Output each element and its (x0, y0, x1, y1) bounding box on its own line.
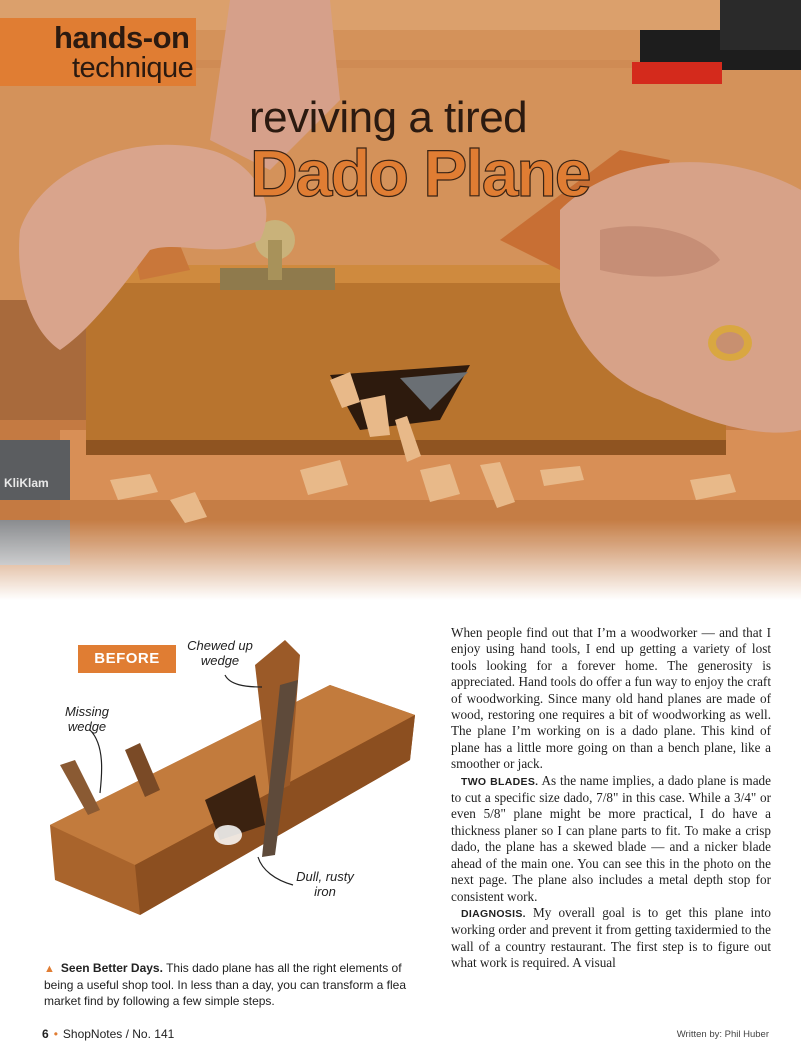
before-plane-illustration (30, 625, 430, 955)
callout-chewed-line1: Chewed up (187, 638, 253, 653)
magazine-issue: ShopNotes / No. 141 (62, 1027, 175, 1041)
article-paragraph-2 (451, 773, 771, 905)
callout-chewed-wedge (175, 638, 265, 668)
subhead-diagnosis: DIAGNOSIS. (461, 907, 526, 920)
section-tag-line2: technique (72, 52, 194, 84)
subhead-two-blades: TWO BLADES. (461, 775, 539, 788)
callout-dull-line1: Dull, rusty (296, 869, 354, 884)
paragraph-2-text: As the name implies, a dado plane is made to cut a specific size dado, 7/8" in this case. While a 3/4" or even 5/8" plane might be more practical, I do have a thickness planer so I can plane parts to fit. To make a crisp dado, the plane has a skewed blade — and a nicker blade ahead of the main one. You can see this in the photo on the next page. The plane also includes a metal depth stop for consistent work. (451, 772, 771, 904)
figure-caption (44, 960, 414, 1009)
before-figure (30, 625, 430, 955)
paragraph-3-text: My overall goal is to get this plane into working order and prevent it from getting taxidermied to the wall of a country restaurant. The first step is to figure out what work is required. A visual (451, 904, 771, 971)
page-footer (42, 1027, 174, 1041)
callout-missing-line1: Missing (64, 704, 110, 719)
section-tag-line1: hands-on (54, 20, 190, 55)
author-credit: Written by: Phil Huber (676, 1029, 769, 1040)
title-subheading: reviving a tired (249, 93, 528, 142)
caption-text: This dado plane has all the right elements of being a useful shop tool. In less than a day, you can transform a flea market find by following a few simple steps. (44, 961, 406, 1008)
article-paragraph-3 (451, 905, 771, 972)
article-body (451, 625, 771, 972)
callout-missing-line2: wedge (67, 719, 107, 734)
clamp-label: KliKlam (4, 476, 49, 490)
hero-fade (0, 520, 801, 600)
bullet-dot-icon: • (53, 1027, 58, 1041)
article-paragraph-1: When people find out that I’m a woodworker — and that I enjoy using hand tools, I end up getting a variety of lost tools looking for a forever home. The generosity is appreciated. Hand tools do offer a fun way to enjoy the craft of woodworking. Since many old hand planes are made of wood, restoring one requires a bit of woodworking as well. The plane I’m working on is a dado plane. This kind of plane has a little more going on than a bench plane, like a smoother or jack. (451, 625, 771, 772)
callout-dull-line2: iron (314, 884, 336, 899)
page-number: 6 (42, 1027, 49, 1041)
before-badge: BEFORE (78, 645, 176, 673)
callout-chewed-line2: wedge (200, 653, 240, 668)
caption-triangle-icon: ▲ (44, 963, 55, 975)
callout-missing-wedge (52, 704, 122, 734)
caption-title: Seen Better Days. (60, 961, 163, 975)
callout-dull-iron (285, 869, 365, 899)
page-title: Dado Plane (250, 136, 590, 210)
